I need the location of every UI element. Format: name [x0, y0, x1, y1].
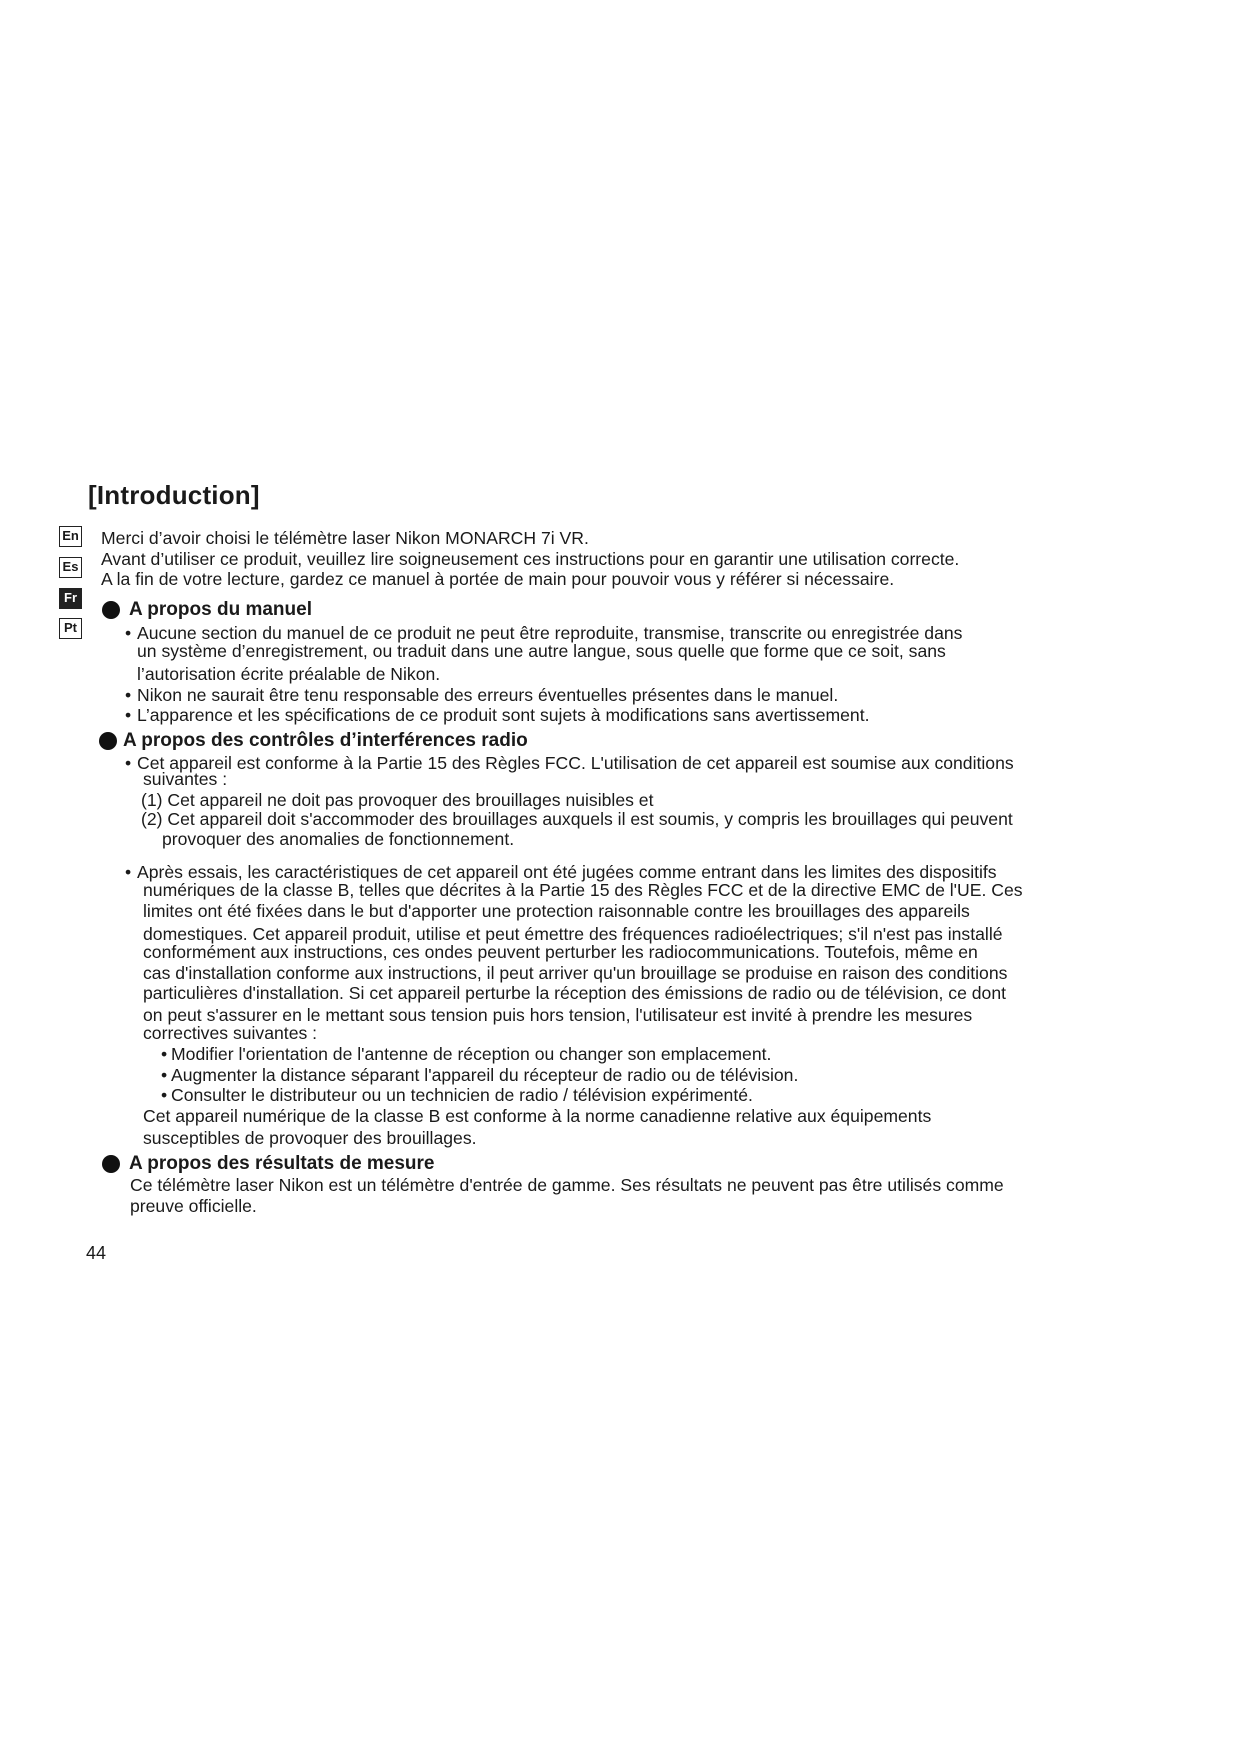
bullet-mark: •	[161, 1085, 168, 1106]
bullet-mark: •	[125, 622, 132, 643]
bullet-item: • Nikon ne saurait être tenu responsable des erreurs éventuelles présentes dans le manuel.	[125, 684, 839, 705]
bullet-mark: •	[125, 705, 132, 726]
bullet-mark: •	[161, 1044, 168, 1065]
lang-tab-fr: Fr	[59, 588, 82, 609]
list-item: (2) Cet appareil doit s'accommoder des brouillages auxquels il est soumis, y compris les brouillages qui peuvent provoquer des anomalies de fonctionnement.	[141, 808, 1013, 850]
bullet-mark: •	[125, 861, 132, 882]
page-number: 44	[86, 1243, 107, 1263]
measure-item: • Modifier l'orientation de l'antenne de réception ou changer son emplacement.	[161, 1044, 772, 1065]
lang-tab-pt: Pt	[59, 618, 82, 639]
measure-item: • Augmenter la distance séparant l'appareil du récepteur de radio ou de télévision.	[161, 1064, 799, 1085]
section-body: Ce télémètre laser Nikon est un télémètre d'entrée de gamme. Ses résultats ne peuvent pas être utilisés comme preuve officielle.	[130, 1175, 1004, 1216]
bullet-item: • Aucune section du manuel de ce produit ne peut être reproduite, transmise, transcrite ou enregistrée dans un système d’enregistrement, ou traduit dans une autre langue, sous quelle que forme que ce soit, sans l’autorisation écrite préalable de Nikon.	[125, 622, 963, 684]
intro-line: Avant d’utiliser ce produit, veuillez lire soigneusement ces instructions pour en garantir une utilisation correcte.	[101, 548, 960, 569]
section-heading: A propos des résultats de mesure	[101, 1153, 1131, 1175]
bullet-mark: •	[161, 1064, 168, 1085]
canada-compliance: Cet appareil numérique de la classe B est conforme à la norme canadienne relative aux équipements susceptibles de provoquer des brouillages.	[143, 1105, 932, 1149]
page-title: [Introduction]	[88, 480, 260, 510]
bullet-item: • Après essais, les caractéristiques de cet appareil ont été jugées comme entrant dans les limites des dispositifs numériques de la classe B, telles que décrites à la Partie 15 des Règles FCC et de la directive EMC de l'UE. Ces limites ont été fixées dans le but d'apporter une protection raisonnable contre les brouillages des appareils domestiques. Cet appareil produit, utilise et peut émettre des fréquences radioélectriques; s'il n'est pas installé conformément aux instructions, ces ondes peuvent perturber les radiocommunications. Toutefois, même en cas d'installation conforme aux instructions, il peut arriver qu'un brouillage se produise en raison des conditions particulières d'installation. Si cet appareil perturbe la réception des émissions de radio ou de télévision, ce dont on peut s'assurer en le mettant sous tension puis hors tension, l'utilisateur est invité à prendre les mesures correctives suivantes :	[125, 861, 1023, 1044]
bullet-item: • Cet appareil est conforme à la Partie 15 des Règles FCC. L'utilisation de cet appareil est soumise aux conditions suivantes :	[125, 752, 1014, 790]
document-body	[101, 528, 1131, 1216]
intro-line: Merci d’avoir choisi le télémètre laser Nikon MONARCH 7i VR.	[101, 528, 589, 548]
list-item: (1) Cet appareil ne doit pas provoquer des brouillages nuisibles et	[141, 789, 654, 810]
section-heading: A propos du manuel	[101, 599, 1131, 621]
bullet-mark: •	[125, 752, 132, 773]
bullet-dot-icon	[99, 732, 117, 750]
bullet-mark: •	[125, 684, 132, 705]
measure-item: • Consulter le distributeur ou un technicien de radio / télévision expérimenté.	[161, 1085, 753, 1106]
bullet-dot-icon	[102, 1155, 120, 1173]
bullet-item: • L’apparence et les spécifications de ce produit sont sujets à modifications sans avertissement.	[125, 705, 870, 726]
intro-line: A la fin de votre lecture, gardez ce manuel à portée de main pour pouvoir vous y référer si nécessaire.	[101, 569, 895, 590]
lang-tab-es: Es	[59, 557, 82, 578]
section-heading: A propos des contrôles d’interférences radio	[98, 730, 1128, 752]
lang-tab-en: En	[59, 526, 82, 547]
bullet-dot-icon	[102, 601, 120, 619]
